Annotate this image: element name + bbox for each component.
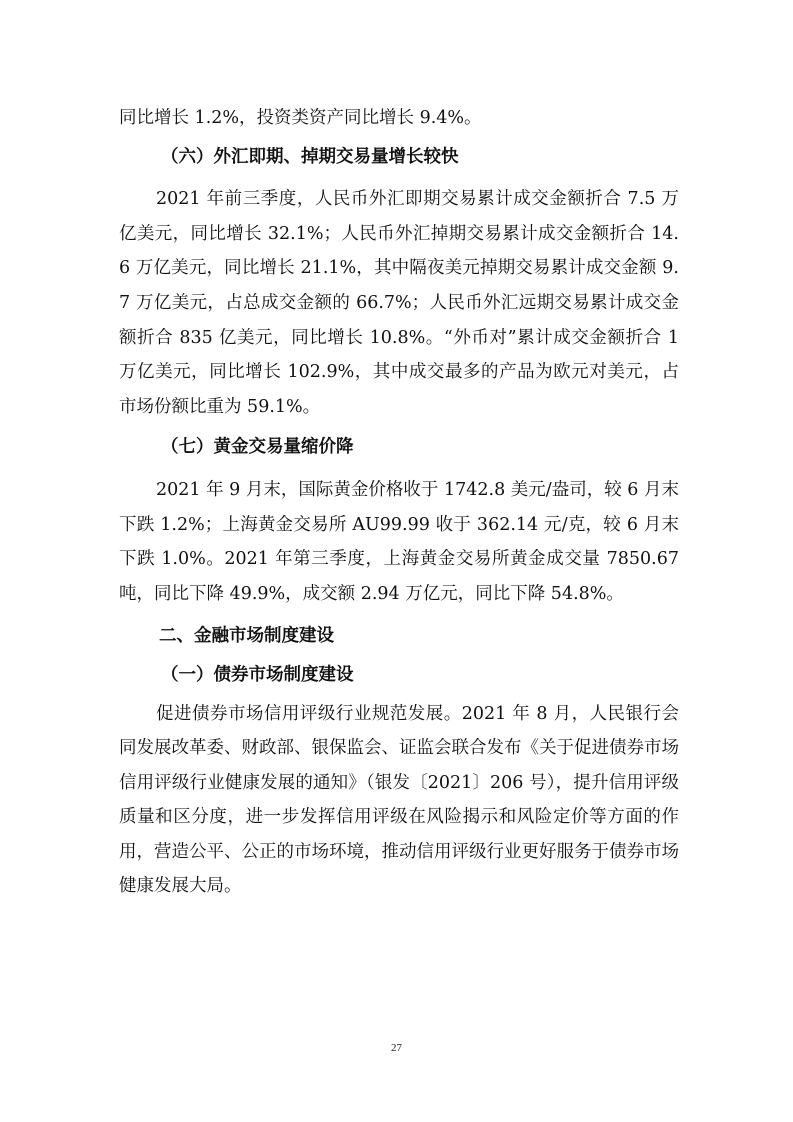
section-heading-forex: （六）外汇即期、掉期交易量增长较快 xyxy=(161,146,459,167)
paragraph-continuation: 同比增长 1.2%，投资类资产同比增长 9.4%。 xyxy=(119,108,482,128)
page-number: 27 xyxy=(391,1042,402,1054)
paragraph-credit-rating: 促进债券市场信用评级行业规范发展。2021 年 8 月，人民银行会同发展改革委、财政部、银保监会、证监会联合发布《关于促进债券市场信用评级行业健康发展的通知》（银发〔2021〕206 号），提升信用评级质量和区分度，进一步发挥信用评级在风险揭示和风险定价等方面的作用，营造公平、公正的市场环境，推动信用评级行业更好服务于债券市场健康发展大局。 xyxy=(119,703,679,897)
page-body xyxy=(119,101,679,904)
paragraph-forex: 2021 年前三季度，人民币外汇即期交易累计成交金额折合 7.5 万亿美元，同比增长 32.1%；人民币外汇掉期交易累计成交金额折合 14.6 万亿美元，同比增长 21.1%，其中隔夜美元掉期交易累计成交金额 9.7 万亿美元，占总成交金额的 66.7%；人民币外汇远期交易累计成交金额折合 835 亿美元，同比增长 10.8%。“外币对”累计成交金额折合 1 万亿美元，同比增长 102.9%，其中成交最多的产品为欧元对美元，占市场份额比重为 59.1%。 xyxy=(119,189,679,417)
paragraph-gold: 2021 年 9 月末，国际黄金价格收于 1742.8 美元/盎司，较 6 月末下跌 1.2%；上海黄金交易所 AU99.99 收于 362.14 元/克，较 6 月末下跌 1.0%。2021 年第三季度，上海黄金交易所黄金成交量 7850.67 吨，同比下降 49.9%，成交额 2.94 万亿元，同比下降 54.8%。 xyxy=(119,479,679,604)
section-heading-bond-system: （一）债券市场制度建设 xyxy=(161,664,354,685)
section-heading-gold: （七）黄金交易量缩价降 xyxy=(161,437,354,458)
chapter-heading-market-system: 二、金融市场制度建设 xyxy=(159,626,334,647)
